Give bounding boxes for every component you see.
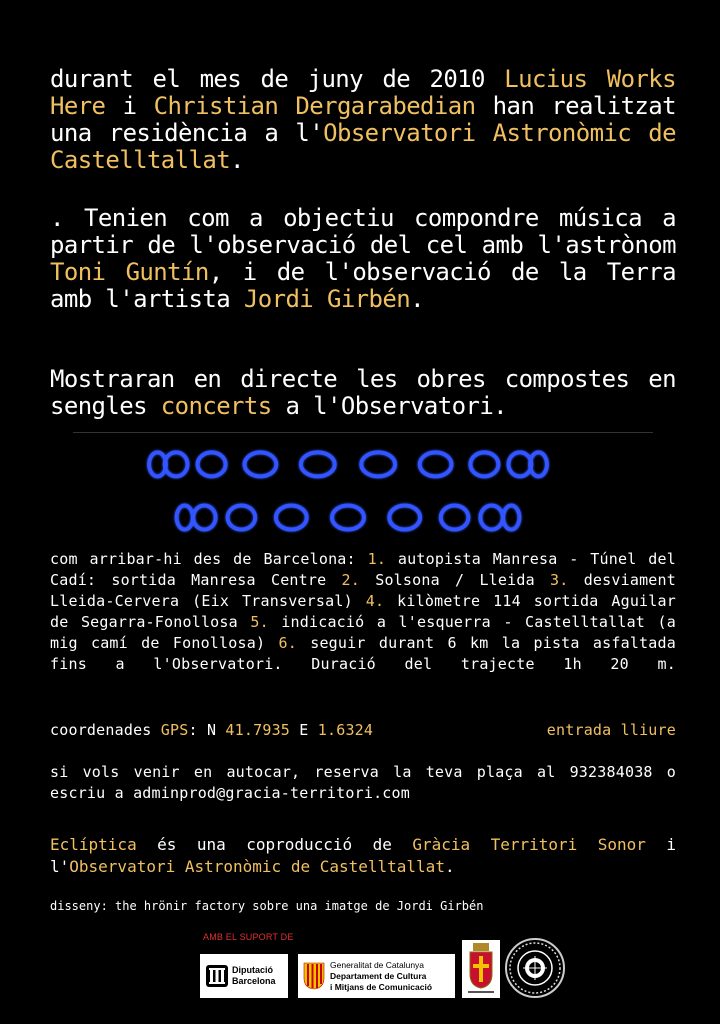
concerts-text: Mostraran en directe les obres compostes en sengles <box>50 365 676 420</box>
longitude-label: E <box>290 721 318 739</box>
astronomer-name: Toni Guntín <box>50 258 209 286</box>
step-text: indicació a l'esquerra - Castelltallat (a mig camí de Fonollosa) <box>50 613 676 652</box>
objective-text: . <box>410 285 424 313</box>
sphere-illustration <box>73 433 653 543</box>
credits-text: i l' <box>50 835 677 876</box>
step-number: 2. <box>341 571 361 589</box>
intro-text: durant el mes de juny de 2010 <box>50 65 505 93</box>
sphere-ring <box>301 452 335 476</box>
sphere-ring <box>193 506 215 530</box>
step-number: 5. <box>250 613 269 631</box>
latitude-value: 41.7935 <box>225 721 291 739</box>
sphere-ring <box>441 506 469 530</box>
credits-text: és una coproducció de <box>136 835 413 854</box>
directions-intro: com arribar-hi des de Barcelona: <box>50 550 368 568</box>
diputacio-barcelona-logo <box>200 954 288 998</box>
directions-text <box>50 549 676 675</box>
concerts-text: a l'Observatori. <box>271 392 508 420</box>
artist-name-jordi: Jordi Girbén <box>243 285 411 313</box>
observatory-name: Observatori Astronòmic de Castelltallat <box>50 119 677 174</box>
step-text: kilòmetre 114 sortida Aguilar de Segarra-Fonollosa <box>50 592 676 631</box>
objective-paragraph <box>50 205 676 313</box>
support-label: AMB EL SUPORT DE <box>203 932 294 942</box>
coords-separator: : N <box>188 721 226 739</box>
intro-text: i <box>105 92 154 120</box>
step-text: seguir durant 6 km la pista asfaltada fins a l'Observatori. Duració del trajecte 1h 20 m. <box>50 634 676 673</box>
sphere-ring <box>177 506 193 530</box>
coordinates-row <box>50 720 676 741</box>
sphere-ring <box>361 452 395 476</box>
gps-coordinates <box>50 720 373 741</box>
diputacio-name-line1: Diputació <box>232 965 274 975</box>
sphere-ring <box>165 452 188 476</box>
department-name-line2: i Mitjans de Comunicació <box>330 982 433 992</box>
longitude-value: 1.6324 <box>317 721 374 739</box>
sphere-ring <box>389 506 420 530</box>
coords-label: coordenades <box>50 721 161 739</box>
step-number: 3. <box>550 571 569 589</box>
step-number: 4. <box>365 592 385 610</box>
intro-text: han realitzat una residència a l' <box>50 92 676 147</box>
gps-label: GPS <box>160 721 189 739</box>
sphere-rings <box>137 433 558 543</box>
sphere-ring <box>420 452 452 476</box>
artist-name-lucius: Lucius Works Here <box>50 65 676 120</box>
sphere-ring <box>470 452 498 476</box>
artist-name-christian: Christian Dergarabedian <box>153 92 476 120</box>
step-text: Solsona / Lleida <box>360 571 551 589</box>
step-text: desviament Lleida-Cervera (Eix Transversal) <box>50 571 677 610</box>
generalitat-flag-icon <box>303 962 325 990</box>
intro-text: . <box>230 146 244 174</box>
sphere-ring <box>480 506 502 530</box>
sphere-image <box>73 432 653 543</box>
department-name-line1: Departament de Cultura <box>330 971 427 981</box>
concerts-highlight: concerts <box>160 392 272 420</box>
sphere-ring <box>509 452 532 476</box>
objective-text: , i de l'observació de la Terra amb l'artista <box>50 258 677 313</box>
generalitat-name: Generalitat de Catalunya <box>330 960 425 970</box>
coat-of-arms-icon <box>462 940 500 998</box>
generalitat-logo <box>298 954 455 998</box>
credits-text: . <box>444 857 455 876</box>
sphere-ring <box>503 506 519 530</box>
sphere-ring <box>276 506 307 530</box>
observatory-emblem-icon <box>507 940 563 996</box>
sphere-ring <box>332 506 364 530</box>
sphere-ring <box>228 506 256 530</box>
design-credit: disseny: the hrönir factory sobre una imatge de Jordi Girbén <box>50 899 484 913</box>
concerts-paragraph <box>50 366 676 420</box>
sphere-ring <box>245 452 277 476</box>
observatory-logo <box>505 938 565 998</box>
sphere-ring <box>198 452 226 476</box>
observatory-name: Observatori Astronòmic de Castelltallat <box>69 857 445 876</box>
free-entry-label: entrada lliure <box>546 721 676 739</box>
step-text: autopista Manresa - Túnel del Cadí: sortida Manresa Centre <box>50 550 676 589</box>
diputacio-name-line2: Barcelona <box>232 976 276 986</box>
step-number: 6. <box>278 634 297 652</box>
diputacio-emblem-icon <box>206 965 228 987</box>
objective-text: . Tenien com a objectiu compondre música a partir de l'observació del cel amb l'astrònom <box>50 204 676 259</box>
step-number: 1. <box>367 550 387 568</box>
bus-info: si vols venir en autocar, reserva la teva plaça al 932384038 o escriu a adminprod@gracia-territori.com <box>50 763 676 802</box>
town-coat-of-arms-logo <box>462 940 500 998</box>
credits-paragraph <box>50 834 676 878</box>
intro-paragraph <box>50 66 676 174</box>
project-name: Eclíptica <box>50 835 137 854</box>
producer-name: Gràcia Territori Sonor <box>412 835 646 854</box>
